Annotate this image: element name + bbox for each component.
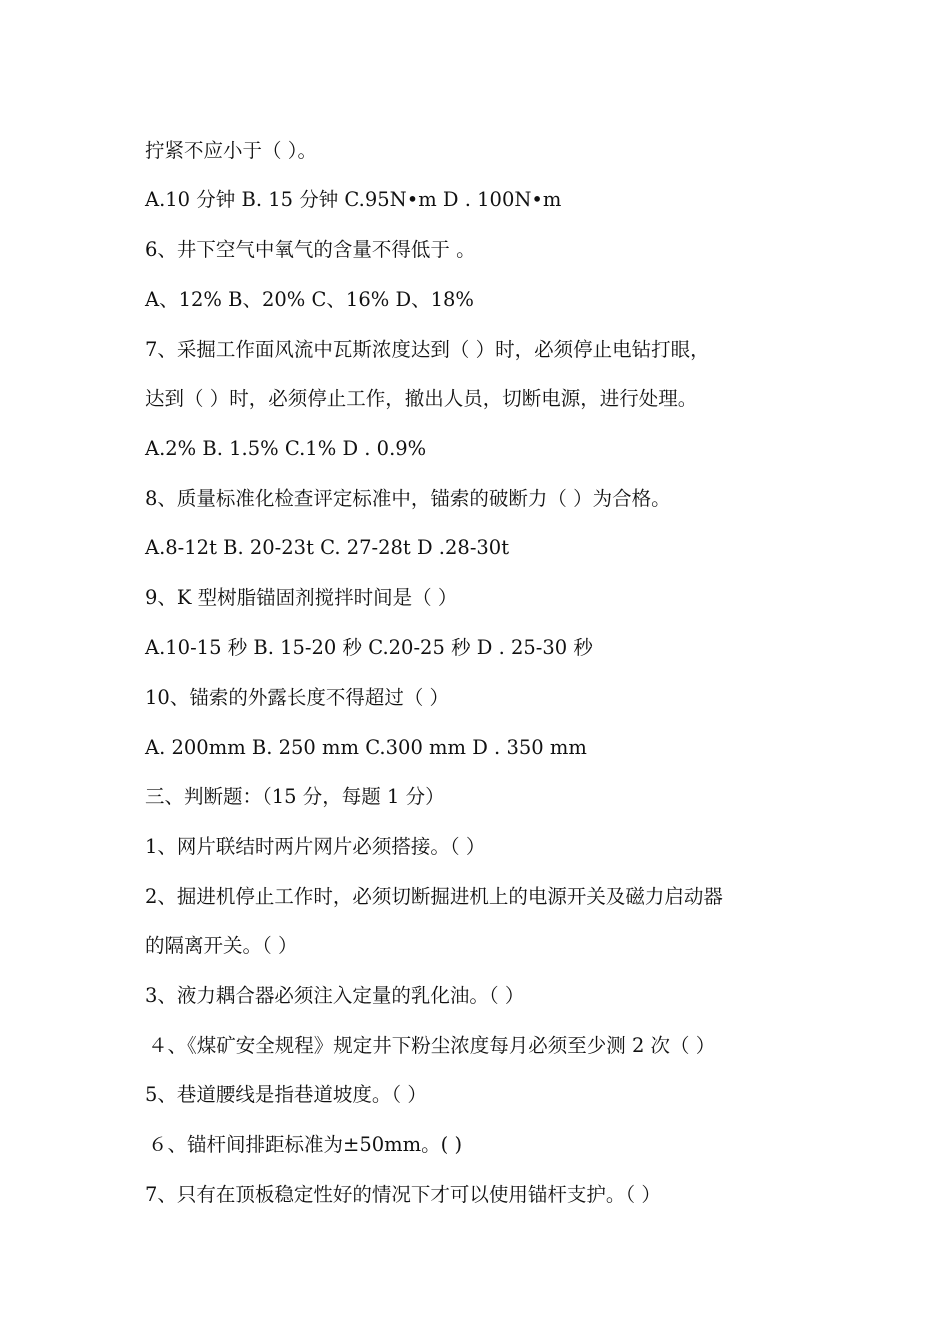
judgment-2-line-1: 2、掘进机停止工作时，必须切断掘进机上的电源开关及磁力启动器 [145, 885, 723, 908]
question-9: 9、K 型树脂锚固剂搅拌时间是（ ） [145, 586, 458, 609]
judgment-1: 1、网片联结时两片网片必须搭接。（ ） [145, 835, 486, 858]
question-7-options: A.2% B. 1.5% C.1% D . 0.9% [145, 437, 427, 460]
question-5-continuation: 拧紧不应小于（ ）。 [145, 139, 317, 162]
question-9-options: A.10-15 秒 B. 15-20 秒 C.20-25 秒 D . 25-30 秒 [145, 636, 593, 659]
question-5-options: A.10 分钟 B. 15 分钟 C.95N•m D . 100N•m [145, 188, 562, 211]
question-6-options: A、12% B、20% C、16% D、18% [145, 288, 474, 311]
judgment-2-line-2: 的隔离开关。（ ） [145, 934, 298, 957]
question-7-line-2: 达到（ ）时，必须停止工作，撤出人员，切断电源，进行处理。 [145, 387, 698, 410]
judgment-5: 5、巷道腰线是指巷道坡度。（ ） [145, 1083, 427, 1106]
question-10-options: A. 200mm B. 250 mm C.300 mm D . 350 mm [145, 736, 587, 759]
question-10: 10、锚索的外露长度不得超过（ ） [145, 686, 450, 709]
question-7-line-1: 7、采掘工作面风流中瓦斯浓度达到（ ）时，必须停止电钻打眼， [145, 338, 710, 361]
judgment-3: 3、液力耦合器必须注入定量的乳化油。（ ） [145, 984, 525, 1007]
question-8-options: A.8-12t B. 20-23t C. 27-28t D .28-30t [145, 536, 510, 559]
judgment-4: ４、《煤矿安全规程》规定井下粉尘浓度每月必须至少测 2 次（ ） [148, 1034, 716, 1057]
question-8: 8、质量标准化检查评定标准中，锚索的破断力（ ）为合格。 [145, 487, 671, 510]
judgment-6: ６、锚杆间排距标准为±50mm。( ) [148, 1133, 463, 1156]
judgment-7: 7、只有在顶板稳定性好的情况下才可以使用锚杆支护。（ ） [145, 1183, 661, 1206]
question-6: 6、井下空气中氧气的含量不得低于 。 [145, 238, 476, 261]
section-heading-true-false: 三、判断题：（15 分，每题 1 分） [145, 785, 445, 808]
